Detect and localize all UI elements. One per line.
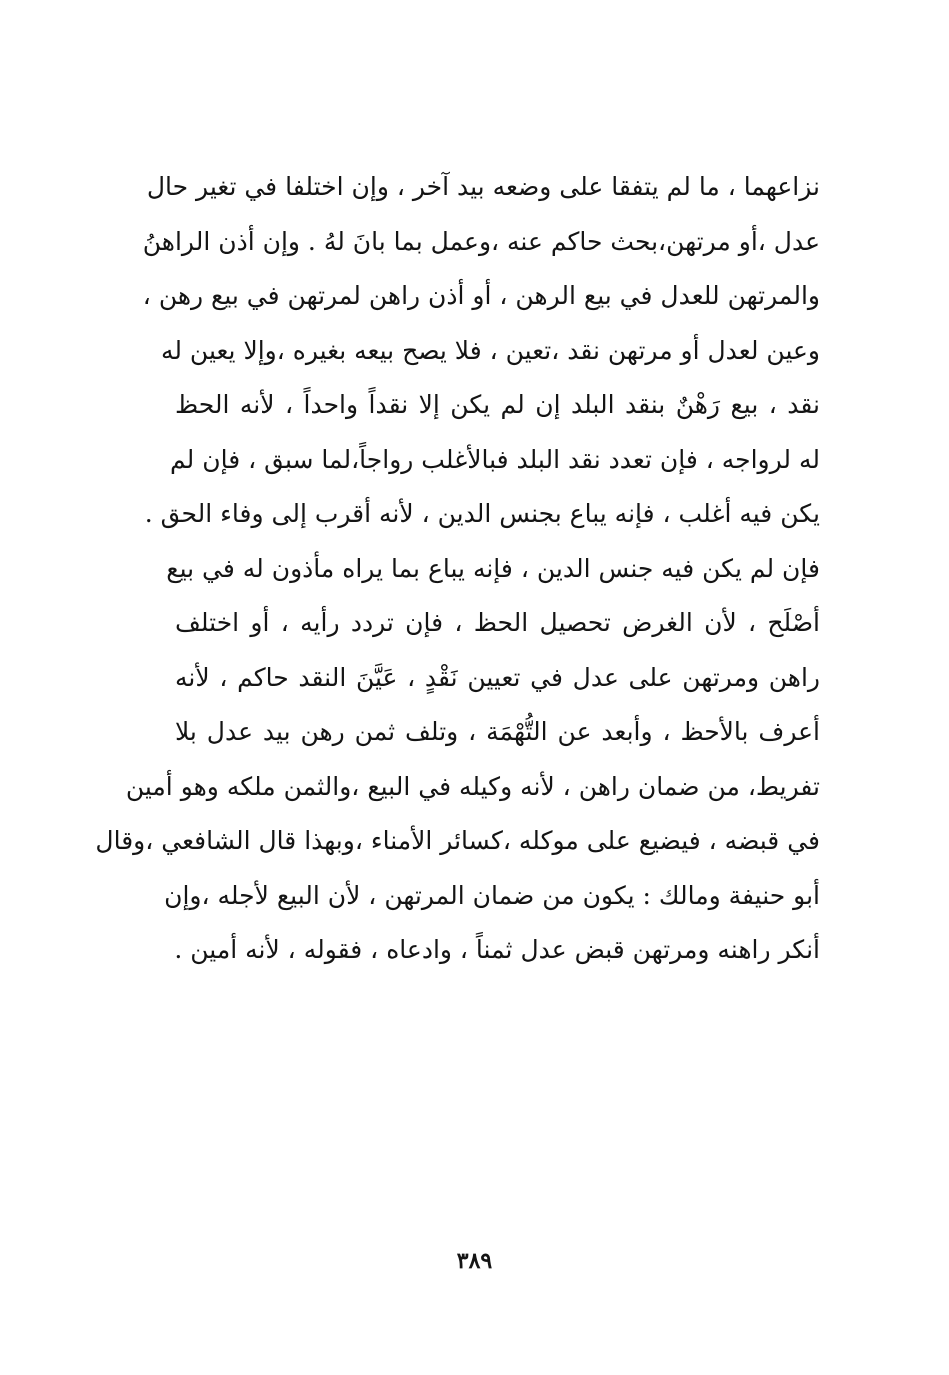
- text-line: أصْلَح ، لأن الغرض تحصيل الحظ ، فإن تردد رأيه ، أو اختلف: [175, 608, 820, 637]
- text-line: أبو حنيفة ومالك : يكون من ضمان المرتهن ، لأن البيع لأجله ،وإن: [164, 880, 820, 910]
- text-line: نقد ، بيع رَهْنٌ بنقد البلد إن لم يكن إلا نقداً واحداً ، لأنه الحظ: [175, 390, 820, 419]
- text-line: أعرف بالأحظ ، وأبعد عن التُّهْمَة ، وتلف ثمن رهن بيد عدل بلا: [175, 717, 820, 746]
- text-line: في قبضه ، فيضيع على موكله ،كسائر الأمناء ،وبهذا قال الشافعي ،وقال: [95, 826, 820, 855]
- page-number: ٣٨٩: [456, 1248, 493, 1274]
- text-line: فإن لم يكن فيه جنس الدين ، فإنه يباع بما يراه مأذون له في بيع: [166, 553, 820, 583]
- text-line: أنكر راهنه ومرتهن قبض عدل ثمناً ، وادعاه ، فقوله ، لأنه أمين .: [174, 935, 820, 964]
- text-line: وعين لعدل أو مرتهن نقد ،تعين ، فلا يصح بيعه بغيره ،وإلا يعين له: [160, 335, 820, 365]
- text-line: راهن ومرتهن على عدل في تعيين نَقْدٍ ، عَيَّنَ النقد حاكم ، لأنه: [175, 662, 820, 692]
- text-line: عدل ،أو مرتهن،بحث حاكم عنه ،وعمل بما بانَ لهُ . وإن أذن الراهنُ: [142, 226, 820, 256]
- text-line: يكن فيه أغلب ، فإنه يباع بجنس الدين ، لأنه أقرب إلى وفاء الحق .: [144, 499, 820, 528]
- text-line: تفريط، من ضمان راهن ، لأنه وكيله في البيع ،والثمن ملكه وهو أمين: [125, 771, 820, 801]
- text-line: نزاعهما ، ما لم يتفقا على وضعه بيد آخر ، وإن اختلفا في تغير حال: [146, 172, 820, 201]
- body-text: [95, 160, 820, 978]
- text-line: والمرتهن للعدل في بيع الرهن ، أو أذن راهن لمرتهن في بيع رهن ،: [142, 281, 820, 310]
- text-line: له لرواجه ، فإن تعدد نقد البلد فبالأغلب رواجاً،لما سبق ، فإن لم: [170, 444, 820, 474]
